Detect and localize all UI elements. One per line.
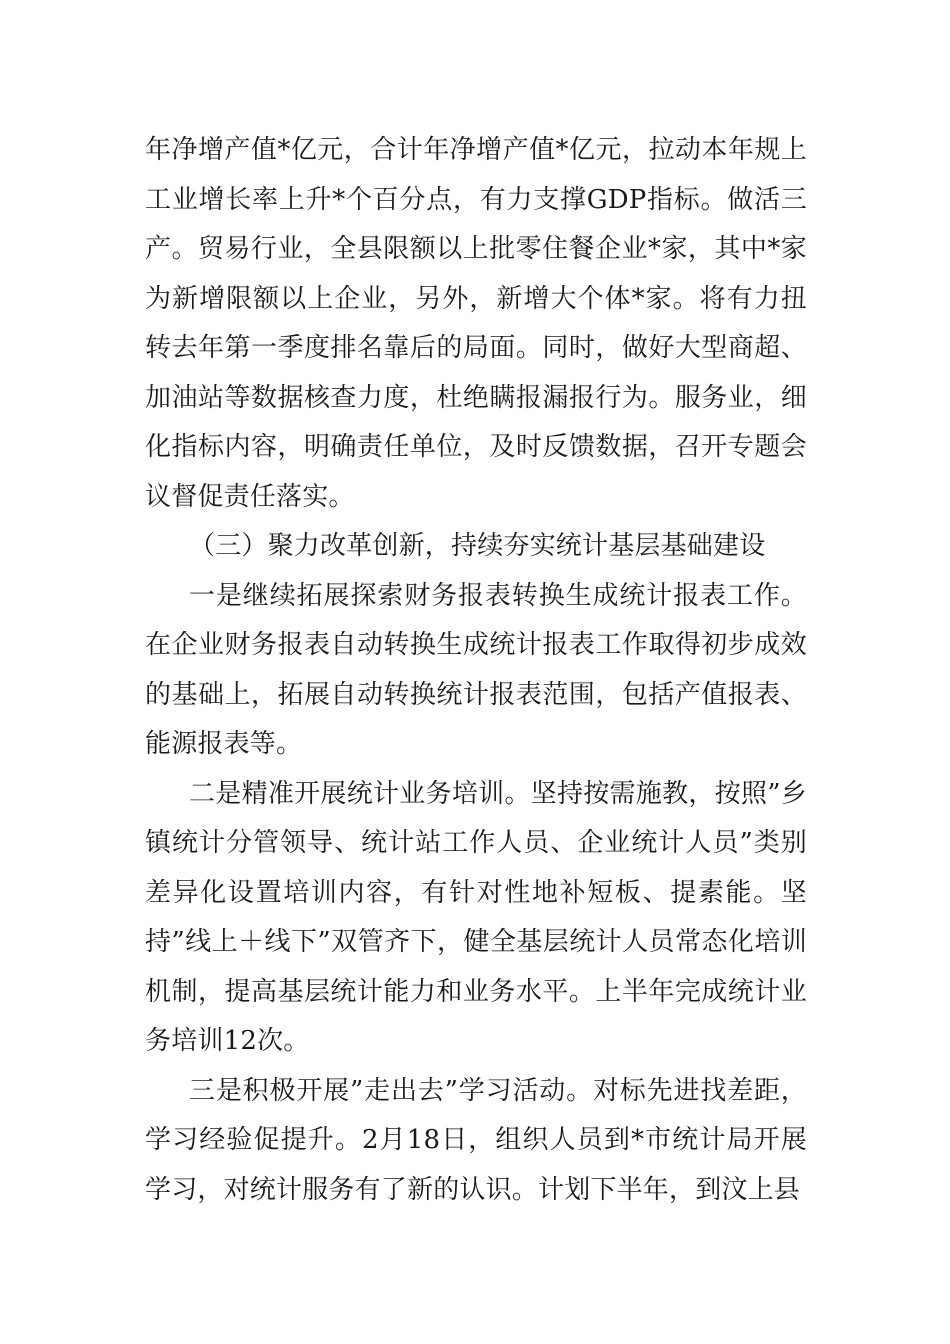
paragraph-item-1: 一是继续拓展探索财务报表转换生成统计报表工作。在企业财务报表自动转换生成统计报表工作取得初步成效的基础上，拓展自动转换统计报表范围，包括产值报表、能源报表等。 [145,580,807,759]
paragraph-item-3: 三是积极开展”走出去”学习活动。对标先进找差距，学习经验促提升。2月18日，组织人员到*市统计局开展学习，对统计服务有了新的认识。计划下半年，到汶上县 [145,1075,807,1205]
document-body [145,126,807,1215]
paragraph-item-2: 二是精准开展统计业务培训。坚持按需施教，按照”乡镇统计分管领导、统计站工作人员、企业统计人员”类别差异化设置培训内容，有针对性地补短板、提素能。坚持”线上＋线下”双管齐下，健全基层统计人员常态化培训机制，提高基层统计能力和业务水平。上半年完成统计业务培训12次。 [145,778,807,1056]
section-heading: （三）聚力改革创新，持续夯实统计基层基础建设 [189,531,766,561]
paragraph-continued: 年净增产值*亿元，合计年净增产值*亿元，拉动本年规上工业增长率上升*个百分点，有力支撑GDP指标。做活三产。贸易行业，全县限额以上批零住餐企业*家，其中*家为新增限额以上企业，另外，新增大个体*家。将有力扭转去年第一季度排名靠后的局面。同时，做好大型商超、加油站等数据核查力度，杜绝瞒报漏报行为。服务业，细化指标内容，明确责任单位，及时反馈数据，召开专题会议督促责任落实。 [145,135,807,512]
